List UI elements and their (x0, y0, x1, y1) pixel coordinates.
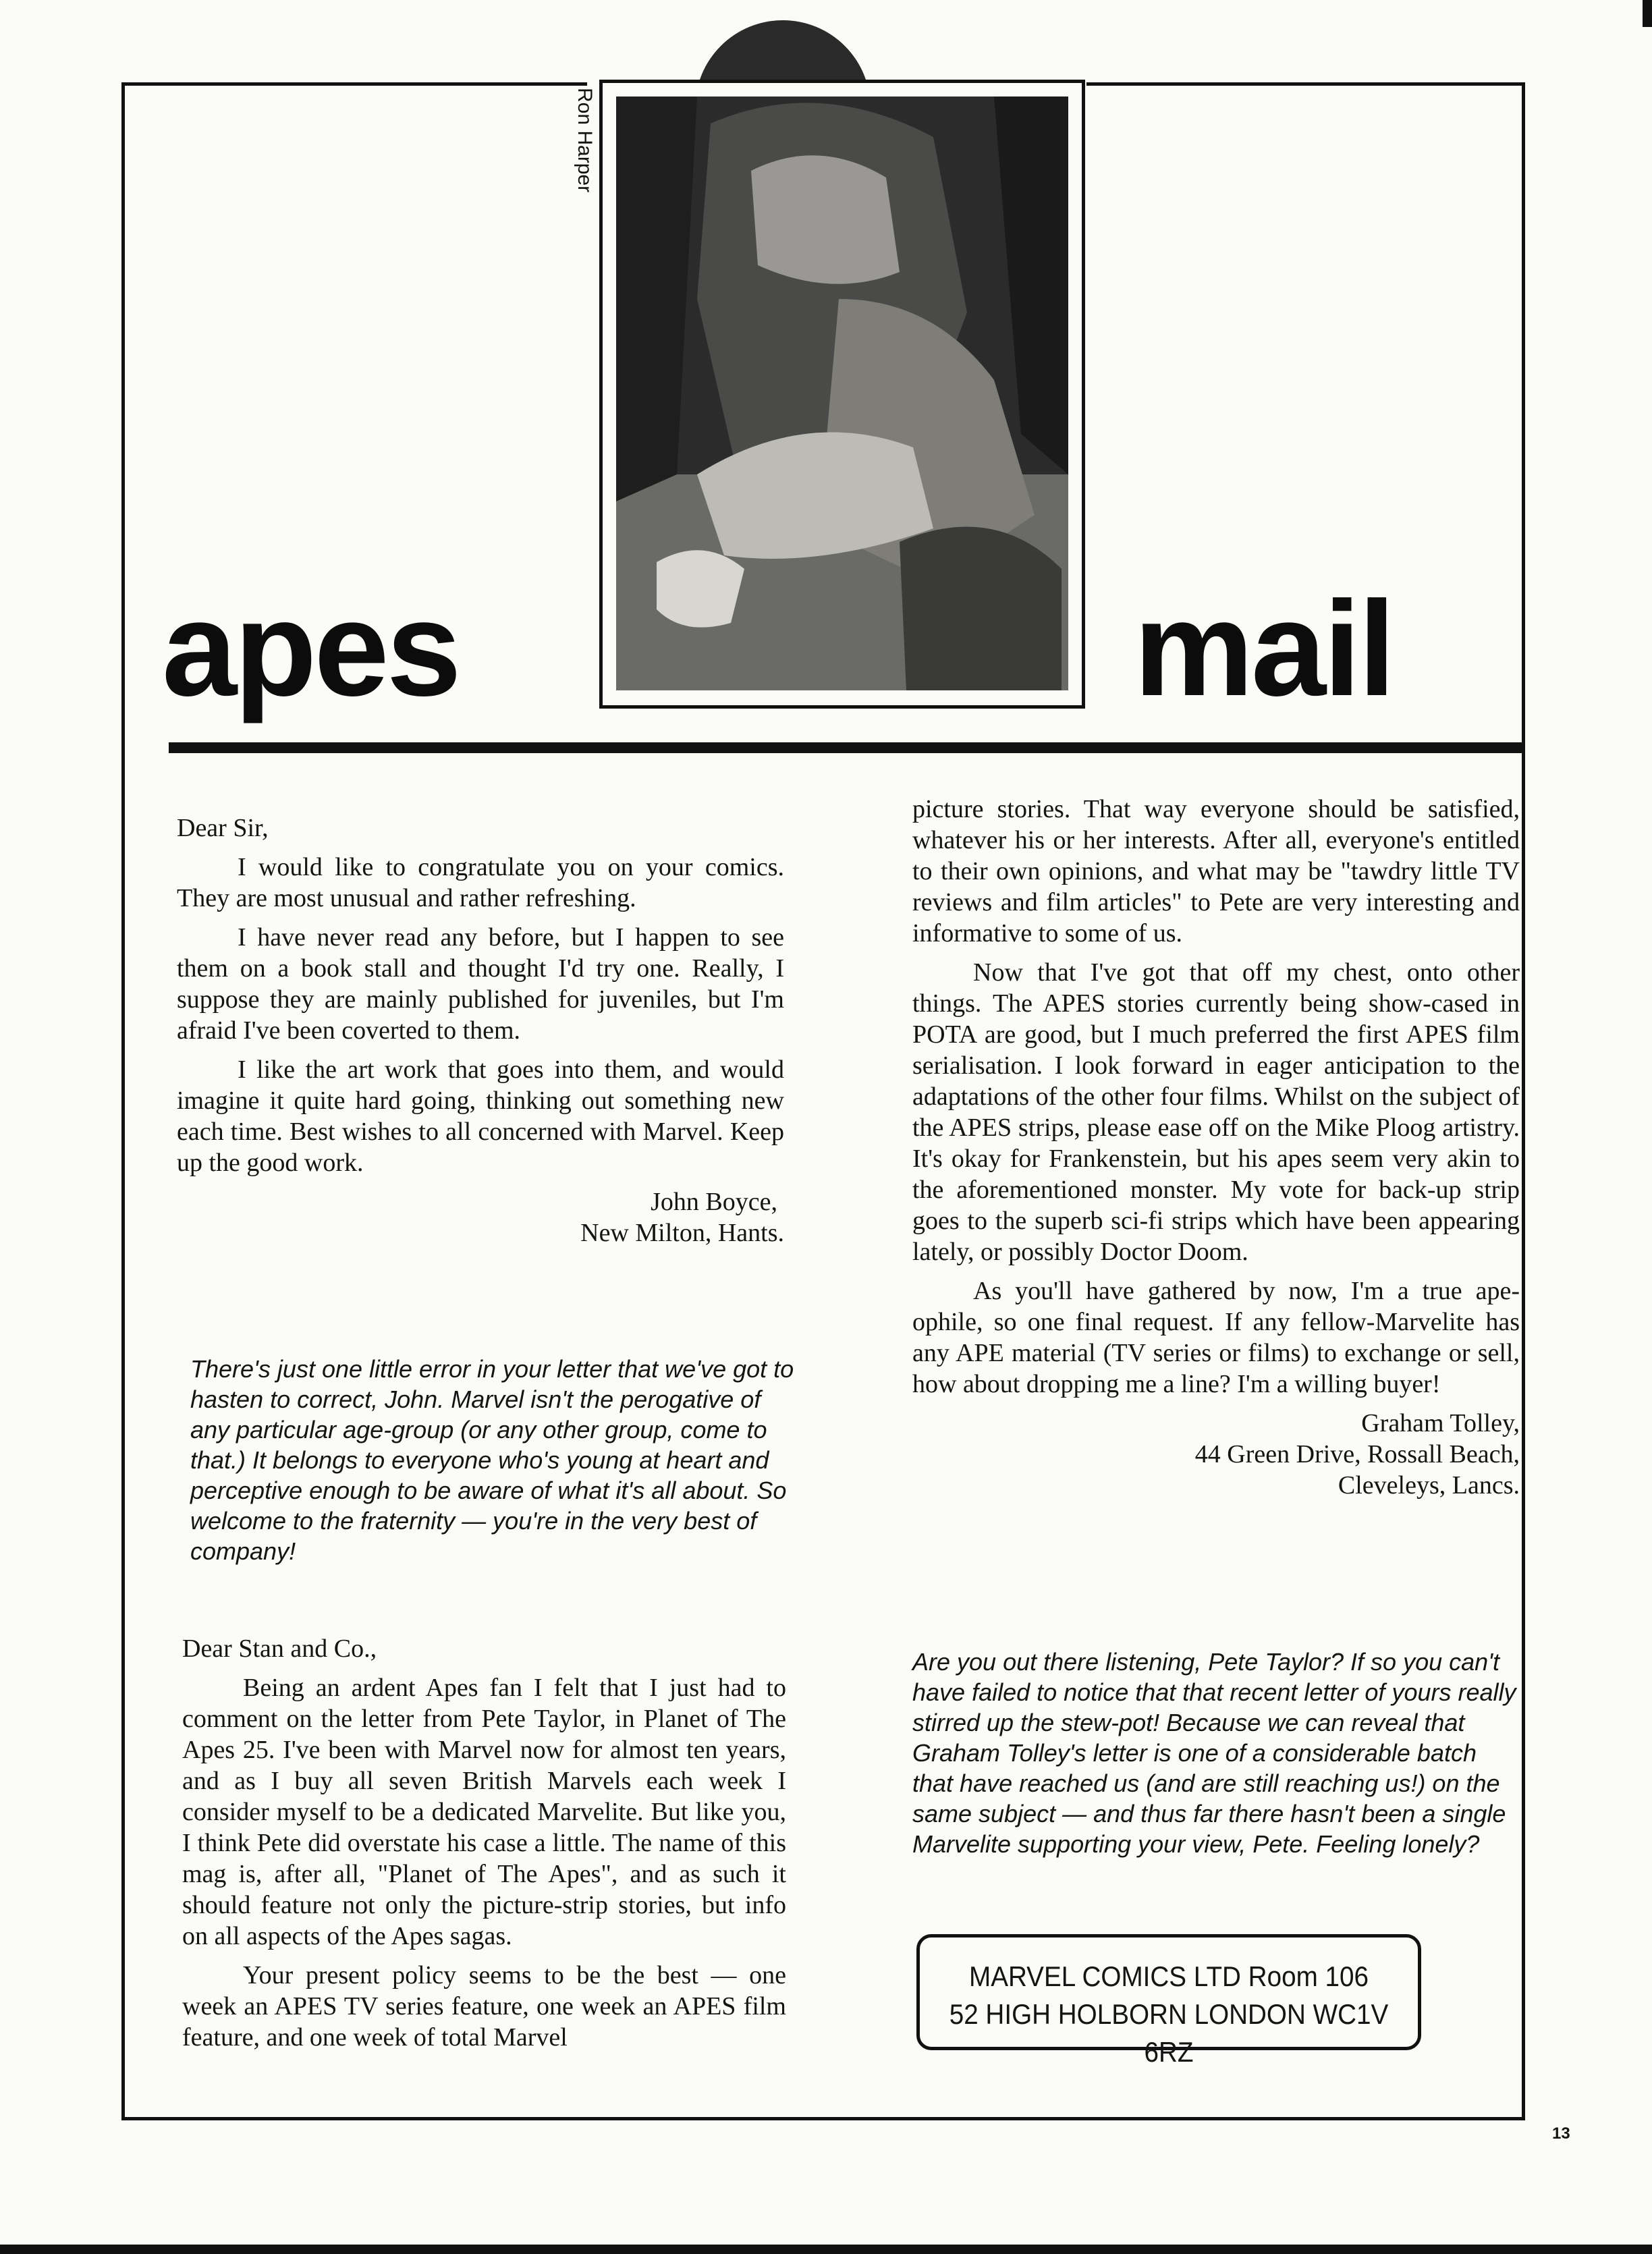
photo-credit (574, 88, 597, 223)
mailing-address-box (916, 1934, 1421, 2068)
editor-reply-1: There's just one little error in your letter that we've got to hasten to correct, John. Marvel isn't the perogative of any particular age-group (or any other group, come to that.) It belongs to everyone who's young at heart and perceptive enough to be aware of what it's all about. So welcome to the fraternity — you're in the very best of company! (190, 1355, 794, 1565)
page-number: 13 (1552, 2124, 1570, 2143)
letter-2-part-2 (912, 794, 1520, 1501)
title-mail: mail (1134, 574, 1394, 724)
scan-edge-mark (1643, 0, 1652, 27)
letter-1 (177, 813, 784, 1248)
letter-1-salutation: Dear Sir, (177, 814, 269, 842)
letter-2-signature-name: Graham Tolley, (1361, 1409, 1520, 1437)
letter-2-salutation: Dear Stan and Co., (182, 1634, 377, 1663)
letter-2-paragraph: As you'll have gathered by now, I'm a true ape-ophile, so one final request. If any fellow-Marvelite has any APE material (TV series or films) to exchange or sell, how about dropping me a line? I'm a willing buyer! (912, 1277, 1520, 1398)
letter-2-signature-address: 44 Green Drive, Rossall Beach, (1194, 1440, 1520, 1468)
letter-2-paragraph: Your present policy seems to be the best — one week an APES TV series feature, one week an APES film feature, and one week of total Marvel (182, 1961, 786, 2052)
header-photo (616, 97, 1068, 690)
title-apes: apes (162, 574, 459, 724)
header-photo-frame (599, 80, 1085, 709)
address-line-2: 52 HIGH HOLBORN LONDON WC1V 6RZ (949, 1998, 1389, 2068)
letter-1-paragraph: I would like to congratulate you on your comics. They are most unusual and rather refreshing. (177, 853, 784, 912)
editor-reply-2: Are you out there listening, Pete Taylor? If so you can't have failed to notice that that recent letter of yours really stirred up the stew-pot! Because we can reveal that Graham Tolley's letter is one of a considerable batch that have reached us (and are still reaching us!) on the same subject — and thus far there hasn't been a single Marvelite supporting your view, Pete. Feeling lonely? (912, 1648, 1516, 1858)
letter-1-signature-place: New Milton, Hants. (580, 1219, 784, 1247)
address-line-1: MARVEL COMICS LTD Room 106 (969, 1960, 1369, 1992)
letter-2-paragraph: Being an ardent Apes fan I felt that I just had to comment on the letter from Pete Taylor, in Planet of The Apes 25. I've been with Marvel now for almost ten years, and as I buy all seven British Marvels each week I consider myself to be a dedicated Marvelite. But like you, I think Pete did overstate his case a little. The name of this mag is, after all, "Planet of The Apes", and as such it should feature not only the picture-strip stories, but info on all aspects of the Apes sagas. (182, 1674, 786, 1950)
photo-credit-text: Ron Harper (574, 88, 596, 193)
scan-bottom-edge (0, 2245, 1652, 2254)
letter-2-paragraph: Now that I've got that off my chest, onto other things. The APES stories currently being show-cased in POTA are good, but I much preferred the first APES film serialisation. I look forward in eager anticipation to the adaptations of the other four films. Whilst on the subject of the APES strips, please ease off on the Mike Ploog artistry. It's okay for Frankenstein, but his apes seem very akin to the aforementioned monster. My vote for back-up strip goes to the superb sci-fi strips which have been appearing lately, or possibly Doctor Doom. (912, 958, 1520, 1266)
letter-2-paragraph: picture stories. That way everyone should be satisfied, whatever his or her interests. After all, everyone's entitled to their own opinions, and what may be "tawdry little TV reviews and film articles" to Pete are very interesting and informative to some of us. (912, 795, 1520, 947)
letter-1-paragraph: I have never read any before, but I happen to see them on a book stall and thought I'd try one. Really, I suppose they are mainly published for juveniles, but I'm afraid I've been coverted to them. (177, 923, 784, 1045)
letter-2-signature-address: Cleveleys, Lancs. (1338, 1471, 1520, 1500)
letter-1-paragraph: I like the art work that goes into them, and would imagine it quite hard going, thinking out something new each time. Best wishes to all concerned with Marvel. Keep up the good work. (177, 1055, 784, 1177)
title-rule (169, 742, 1525, 753)
letter-1-signature-name: John Boyce, (651, 1188, 777, 1216)
photograph-icon (616, 97, 1068, 690)
letter-2-part-1 (182, 1633, 786, 2053)
